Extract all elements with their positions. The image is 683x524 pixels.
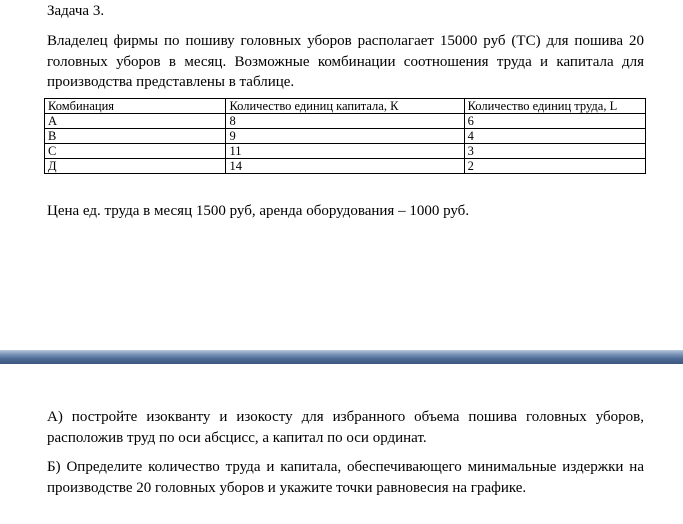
task-title: Задача 3. <box>47 3 105 19</box>
cell-combination: В <box>45 129 226 144</box>
cell-capital: 14 <box>226 159 464 174</box>
combinations-table <box>44 98 646 174</box>
cell-capital: 11 <box>226 144 464 159</box>
cell-capital: 9 <box>226 129 464 144</box>
cell-combination: Д <box>45 159 226 174</box>
cell-labor: 2 <box>464 159 645 174</box>
prices-note: Цена ед. труда в месяц 1500 руб, аренда оборудования – 1000 руб. <box>47 203 470 219</box>
cell-labor: 6 <box>464 114 645 129</box>
table-row <box>45 144 646 159</box>
cell-combination: С <box>45 144 226 159</box>
table-row <box>45 159 646 174</box>
table-row <box>45 114 646 129</box>
cell-combination: А <box>45 114 226 129</box>
header-combination: Комбинация <box>45 99 226 114</box>
question-b: Б) Определите количество труда и капитала, обеспечивающего минимальные издержки на производстве 20 головных уборов и укажите точки равновесия на графике. <box>47 459 644 496</box>
page-break-separator <box>0 350 683 364</box>
table-row <box>45 129 646 144</box>
header-labor: Количество единиц труда, L <box>464 99 645 114</box>
question-a: А) постройте изокванту и изокосту для избранного объема пошива головных уборов, расположив труд по оси абсцисс, а капитал по оси ординат. <box>47 409 644 446</box>
cell-labor: 3 <box>464 144 645 159</box>
cell-capital: 8 <box>226 114 464 129</box>
header-capital: Количество единиц капитала, К <box>226 99 464 114</box>
table-header-row <box>45 99 646 114</box>
cell-labor: 4 <box>464 129 645 144</box>
intro-paragraph: Владелец фирмы по пошиву головных уборов располагает 15000 руб (ТС) для пошива 20 головных уборов в месяц. Возможные комбинации соотношения труда и капитала для производства представлены в таблице. <box>47 33 644 90</box>
